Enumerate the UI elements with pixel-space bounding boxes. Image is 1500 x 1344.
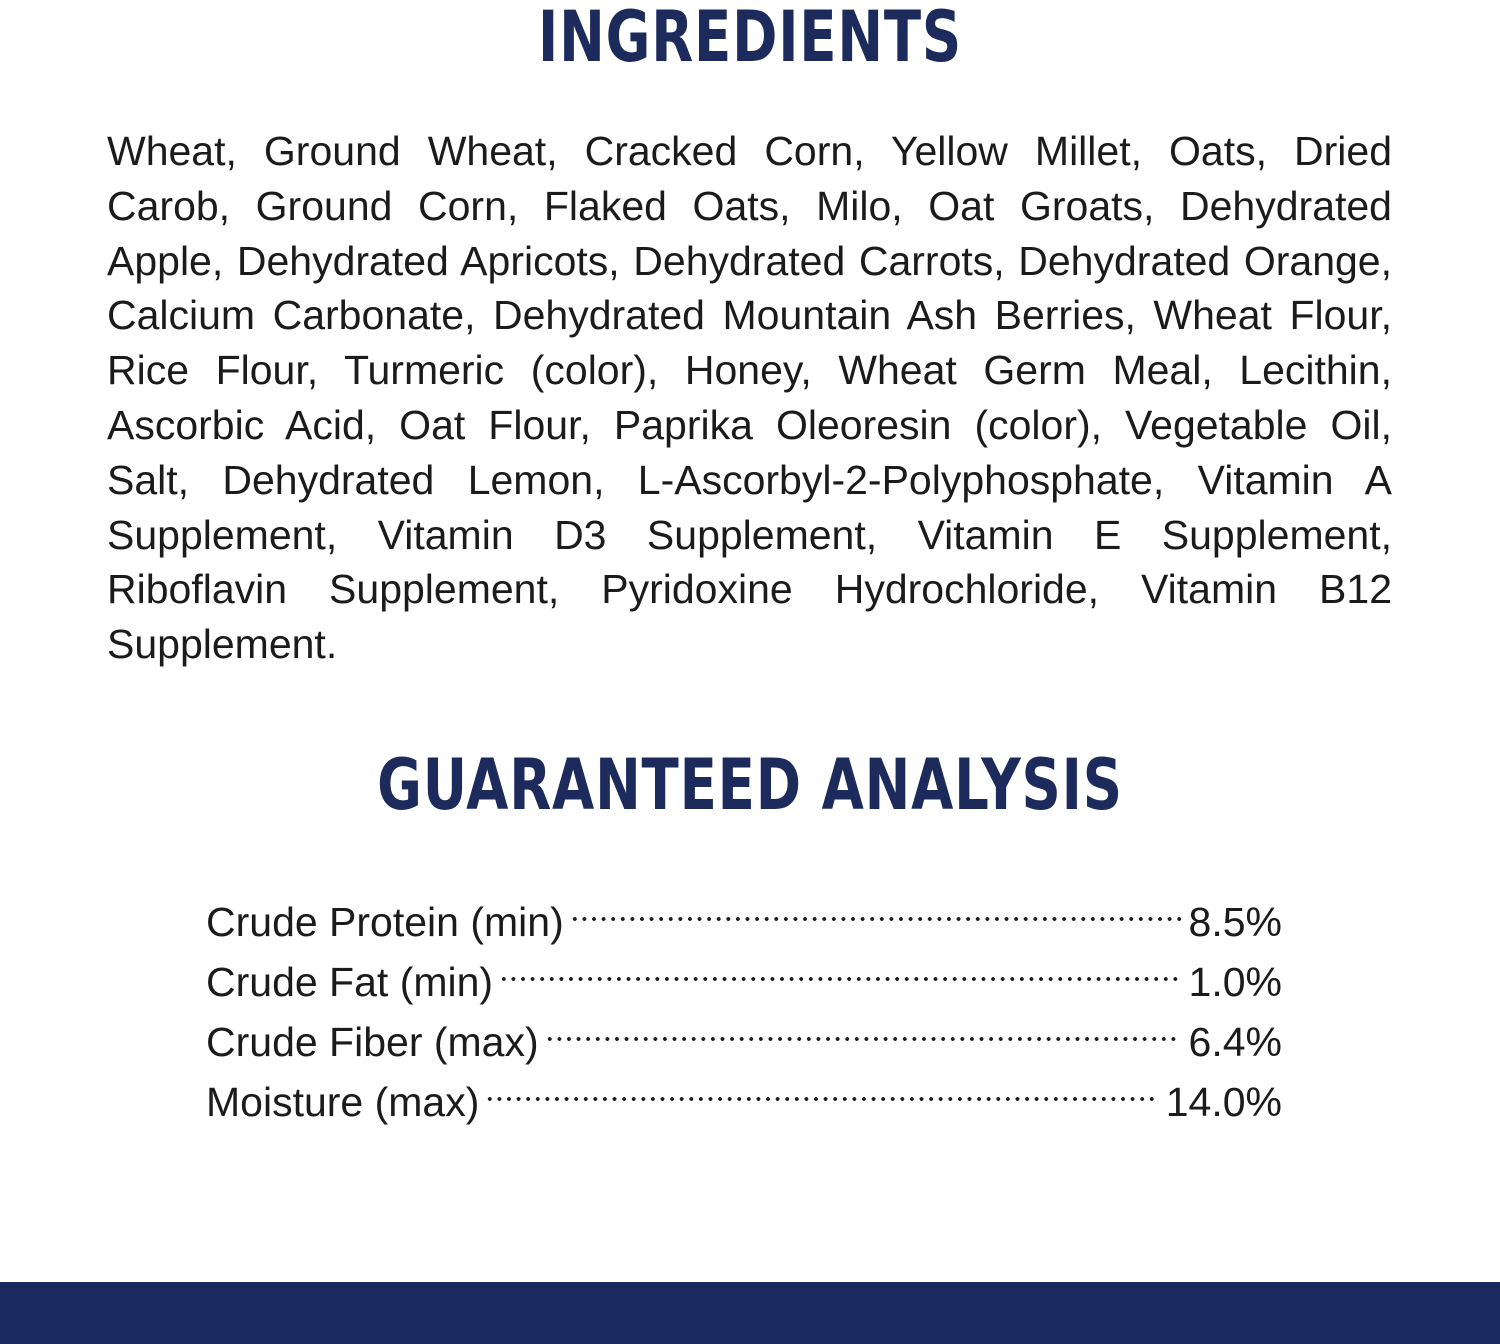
dot-leader [545, 996, 1181, 1056]
analysis-value: 6.4% [1188, 1019, 1282, 1065]
analysis-label: Crude Protein (min) [206, 899, 564, 945]
analysis-label: Crude Fat (min) [206, 959, 494, 1005]
dot-leader [499, 936, 1180, 996]
footer-band [0, 1282, 1500, 1344]
analysis-value: 8.5% [1188, 899, 1282, 945]
analysis-value: 1.0% [1188, 959, 1282, 1005]
analysis-value: 14.0% [1165, 1079, 1282, 1125]
analysis-label: Moisture (max) [206, 1079, 480, 1125]
ingredients-list: Wheat, Ground Wheat, Cracked Corn, Yellow Millet, Oats, Dried Carob, Ground Corn, Flaked Oats, Milo, Oat Groats, Dehydrated Apple, Dehydrated Apricots, Dehydrated Carrots, Dehydrated Orange, Calcium Carbonate, Dehydrated Mountain Ash Berries, Wheat Flour, Rice Flour, Turmeric (color), Honey, Wheat Germ Meal, Lecithin, Ascorbic Acid, Oat Flour, Paprika Oleoresin (color), Vegetable Oil, Salt, Dehydrated Lemon, L-Ascorbyl-2-Polyphosphate, Vitamin A Supplement, Vitamin D3 Supplement, Vitamin E Supplement, Riboflavin Supplement, Pyridoxine Hydrochloride, Vitamin B12 Supplement. [107, 128, 1392, 668]
dot-leader [485, 1056, 1157, 1116]
guaranteed-analysis-heading: GUARANTEED ANALYSIS [377, 744, 1123, 826]
ingredients-heading: INGREDIENTS [538, 0, 962, 78]
analysis-row-crude-protein [206, 876, 1282, 945]
dot-leader [570, 876, 1181, 936]
analysis-label: Crude Fiber (max) [206, 1019, 539, 1065]
guaranteed-analysis-table [206, 876, 1282, 1125]
